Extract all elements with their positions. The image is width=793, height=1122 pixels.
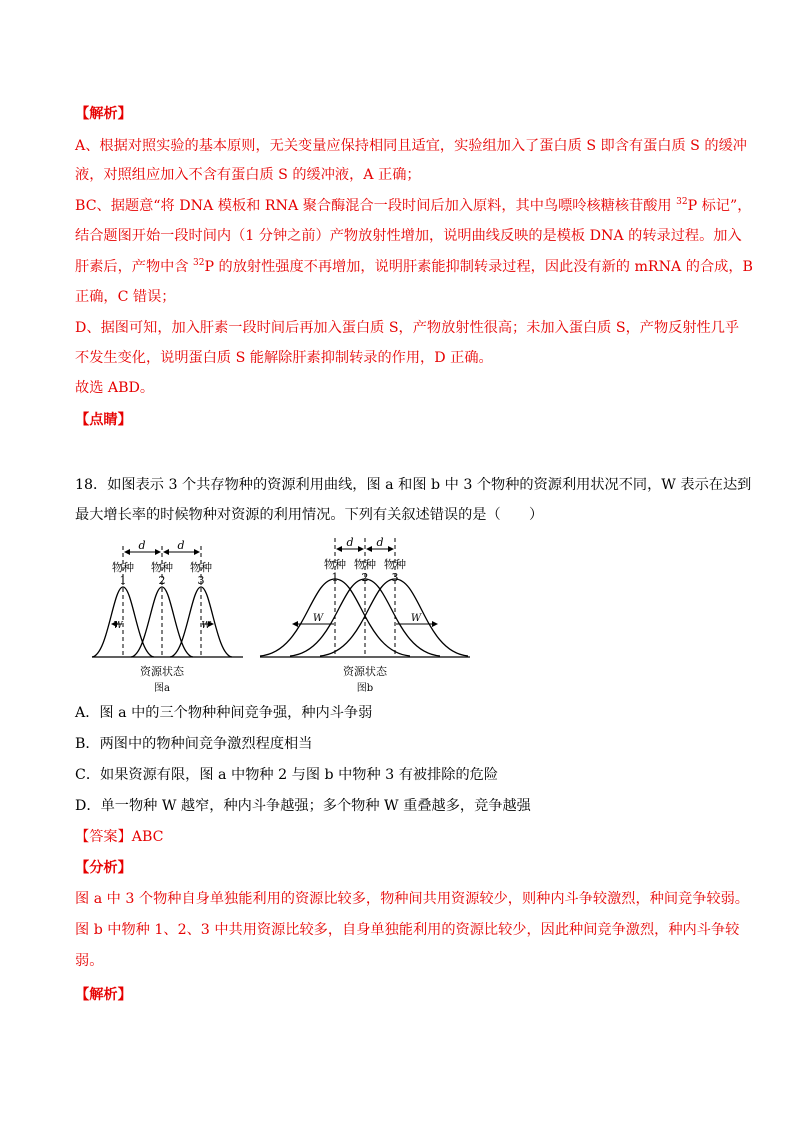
figure-a xyxy=(92,539,243,694)
figure-b-species-label-3: 物种 xyxy=(384,558,406,571)
para-bc-line4: 正确，C 错误； xyxy=(75,289,176,305)
option-c: C．如果资源有限，图 a 中物种 2 与图 b 中物种 3 有被排除的危险 xyxy=(75,767,499,783)
figure-a-species-label-2: 物种 xyxy=(151,561,173,574)
analysis3-header: 【解析】 xyxy=(75,987,132,1003)
figure-a-species-number-1: 1 xyxy=(119,574,127,587)
analysis2-header: 【分析】 xyxy=(75,860,132,876)
choice-text: 故选 ABD。 xyxy=(75,380,155,396)
para-d-line2: 不发生变化，说明蛋白质 S 能解除肝素抑制转录的作用，D 正确。 xyxy=(75,350,493,366)
answer: 【答案】ABC xyxy=(75,829,164,845)
analysis2-line1: 图 a 中 3 个物种自身单独能利用的资源比较多，物种间共用资源较少，则种内斗争较激烈，种间竞争较弱。 xyxy=(75,891,749,907)
para-bc-line3: 肝素后，产物中含 $^{32}$P 的放射性强度不再增加，说明肝素能抑制转录过程，因此没有新的 mRNA 的合成，B xyxy=(75,258,753,275)
figure-a-d-label-2: d xyxy=(177,539,185,552)
question-line1: 18．如图表示 3 个共存物种的资源利用曲线，图 a 和图 b 中 3 个物种的资源利用状况不同，W 表示在达到 xyxy=(75,477,752,493)
para-a-line1: A、根据对照实验的基本原则，无关变量应保持相同且适宜，实验组加入了蛋白质 S 即含有蛋白质 S 的缓冲 xyxy=(75,138,747,154)
figure-b-caption: 图b xyxy=(356,683,374,694)
resource-utilization-figure xyxy=(80,532,480,700)
figure-a-d-label-1: d xyxy=(138,539,146,552)
comment-header: 【点睛】 xyxy=(75,412,132,428)
figure-a-xlabel: 资源状态 xyxy=(140,665,184,678)
figure-b-species-number-2: 2 xyxy=(361,571,369,584)
figure-a-species-number-2: 2 xyxy=(158,574,166,587)
figure-b-species-label-2: 物种 xyxy=(354,558,376,571)
figure-b-w-label-1: W xyxy=(312,613,324,624)
figure-b-species-number-1: 1 xyxy=(331,571,339,584)
figure-b-d-label-2: d xyxy=(376,536,384,549)
figure-b-species-number-3: 3 xyxy=(391,571,399,584)
question-line2: 最大增长率的时候物种对资源的利用情况。下列有关叙述错误的是（ ） xyxy=(75,507,544,523)
para-bc-line2: 结合题图开始一段时间内（1 分钟之前）产物放射性增加，说明曲线反映的是模板 DNA 的转录过程。加入 xyxy=(75,228,742,244)
figure-a-species-label-3: 物种 xyxy=(190,561,212,574)
option-b: B．两图中的物种间竞争激烈程度相当 xyxy=(75,736,313,752)
option-d: D．单一物种 W 越窄，种内斗争越强；多个物种 W 重叠越多，竞争越强 xyxy=(75,798,531,814)
figure-b-d-label-1: d xyxy=(346,536,354,549)
figure-b xyxy=(260,536,470,694)
figure-a-w-label-3: W xyxy=(201,621,211,631)
figure-a-species-number-3: 3 xyxy=(197,574,205,587)
para-d-line1: D、据图可知，加入肝素一段时间后再加入蛋白质 S，产物放射性很高；未加入蛋白质 S，产物反射性几乎 xyxy=(75,320,740,336)
para-a-line2: 液，对照组应加入不含有蛋白质 S 的缓冲液，A 正确； xyxy=(75,167,421,183)
figure-a-caption: 图a xyxy=(154,683,170,694)
option-a: A．图 a 中的三个物种种间竞争强，种内斗争弱 xyxy=(75,705,373,721)
analysis2-line2: 图 b 中物种 1、2、3 中共用资源比较多，自身单独能利用的资源比较少，因此种间竞争激烈，种内斗争较 xyxy=(75,922,740,938)
figure-b-species-label-1: 物种 xyxy=(324,558,346,571)
figure-b-w-label-3: W xyxy=(410,613,422,624)
analysis-header: 【解析】 xyxy=(75,106,132,122)
figure-a-w-label-1: W xyxy=(113,621,123,631)
figure-a-species-label-1: 物种 xyxy=(112,561,134,574)
figure-b-xlabel: 资源状态 xyxy=(343,665,387,678)
analysis2-line3: 弱。 xyxy=(75,953,104,969)
figure-b-curve-3 xyxy=(320,579,468,656)
para-bc-line1: BC、据题意“将 DNA 模板和 RNA 聚合酶混合一段时间后加入原料，其中鸟嘌呤核糖核苷酸用 $^{32}$P 标记”， xyxy=(75,197,752,214)
